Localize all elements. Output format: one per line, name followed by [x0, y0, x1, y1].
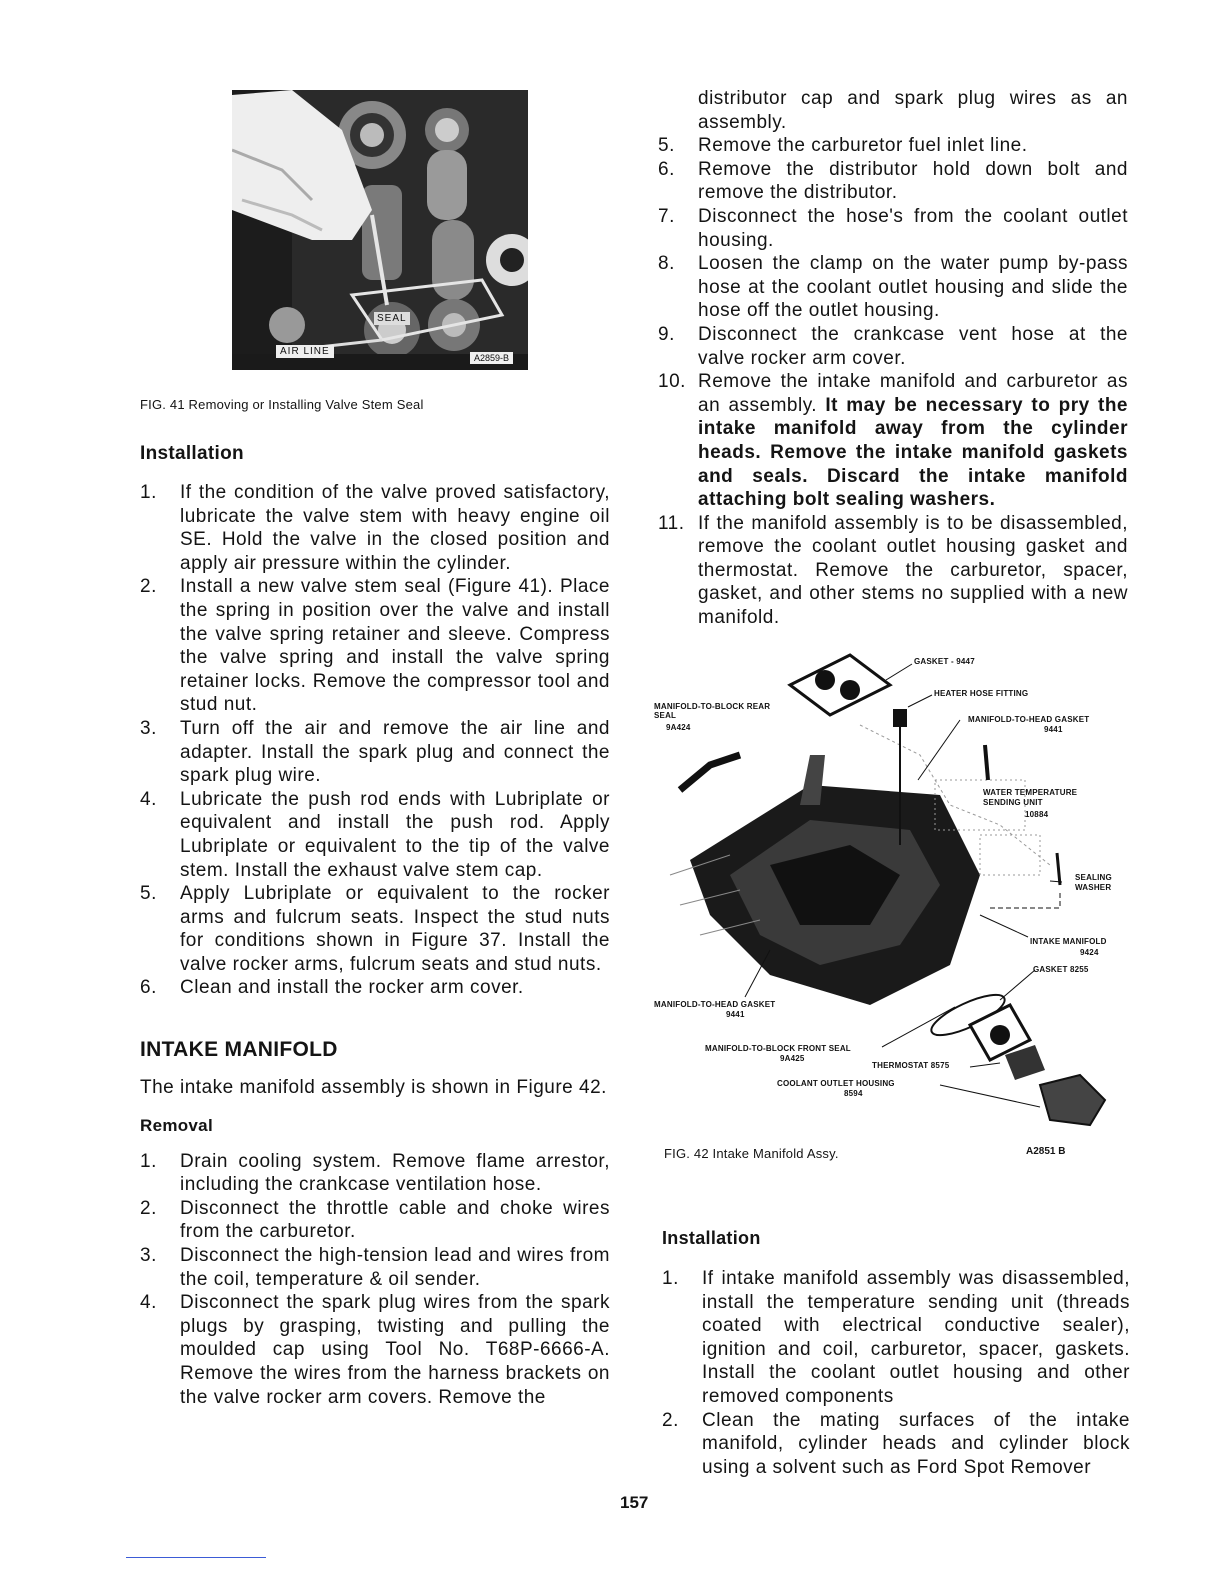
list-item: [658, 252, 1128, 323]
list-text: Drain cooling system. Remove flame arrestor, including the crankcase ventilation hose.: [180, 1150, 610, 1196]
list-item: [658, 134, 1128, 158]
list-number: 2.: [140, 576, 157, 598]
list-number: 7.: [658, 205, 675, 227]
list-item: [140, 1244, 610, 1291]
fig41-caption: FIG. 41 Removing or Installing Valve Stem Seal: [140, 397, 424, 412]
list-text: If intake manifold assembly was disassembled, install the temperature sending unit (threads coated with electrical conductive sealer), ignition and coil, carburetor, spacer, gaskets. Install the coolant outlet housing and other removed components: [702, 1268, 1130, 1407]
list-number: 9.: [658, 323, 675, 345]
list-number: 2.: [140, 1197, 157, 1219]
water-temp-pn: 10884: [1025, 810, 1049, 819]
list-number: 1.: [662, 1268, 679, 1289]
list-item: [140, 1291, 610, 1409]
list-text-bold: It may be necessary to pry the intake manifold away from the cylinder heads. Remove the intake manifold gaskets and seals. Discard the intake manifold attaching bolt sealing washers.: [698, 394, 1128, 511]
page-number: 157: [620, 1493, 649, 1512]
list-item: [140, 481, 610, 575]
intake-manifold-heading: INTAKE MANIFOLD: [140, 1038, 338, 1062]
gasket-8255-label: GASKET 8255: [1033, 965, 1089, 974]
list-text: If the manifold assembly is to be disassembled, remove the coolant outlet housing gasket and thermostat. Remove the carburetor, spacer, gasket, and other stems no supplied with a new manifold.: [698, 512, 1128, 629]
list-number: 8.: [658, 253, 675, 275]
list-item: [140, 788, 610, 882]
list-number: 11.: [658, 512, 685, 534]
left-column: [140, 443, 610, 1409]
list-item: [658, 205, 1128, 252]
list-item: [140, 1150, 610, 1197]
front-seal-label: MANIFOLD-TO-BLOCK FRONT SEAL: [705, 1044, 851, 1053]
list-item: [140, 1197, 610, 1244]
valve-stem-seal-photo: [232, 90, 528, 370]
right-column-bottom: [662, 1228, 1130, 1479]
list-item: [658, 512, 1128, 630]
list-item: [140, 882, 610, 976]
rear-seal-label: MANIFOLD-TO-BLOCK REAR SEAL: [654, 702, 771, 720]
list-text: Loosen the clamp on the water pump by-pass hose at the coolant outlet housing and slide the hose off the outlet housing.: [698, 253, 1128, 322]
list-text: Disconnect the throttle cable and choke wires from the carburetor.: [180, 1197, 610, 1243]
list-text: Install a new valve stem seal (Figure 41). Place the spring in position over the valve and install the valve spring retainer and sleeve. Compress the valve spring and install the valve spring retainer locks. Remove the compressor tool and stud nut.: [180, 576, 610, 716]
list-item: [662, 1267, 1130, 1409]
list-number: 5.: [140, 883, 157, 905]
continuation-text: distributor cap and spark plug wires as an assembly.: [698, 88, 1128, 133]
head-gasket-left-label: MANIFOLD-TO-HEAD GASKET: [654, 1000, 776, 1009]
list-text: Remove the distributor hold down bolt and remove the distributor.: [698, 158, 1128, 204]
list-text: Disconnect the high-tension lead and wires from the coil, temperature & oil sender.: [180, 1245, 610, 1290]
head-gasket-left-pn: 9441: [726, 1010, 745, 1019]
water-temp-label: WATER TEMPERATURE SENDING UNIT: [983, 788, 1078, 807]
installation-heading-left: Installation: [140, 443, 244, 464]
fig42-caption: FIG. 42 Intake Manifold Assy.: [664, 1146, 839, 1161]
installation-list-right: [662, 1267, 1130, 1479]
list-item: [140, 575, 610, 717]
list-item: [140, 717, 610, 788]
intake-manifold-pn: 9424: [1080, 948, 1099, 957]
list-number: 1.: [140, 482, 157, 503]
list-text: Disconnect the spark plug wires from the spark plugs by grasping, twisting and pulling the moulded cap using Tool No. T68P-6666-A. Remove the wires from the harness brackets on the valve rocker arm covers. Remove the: [180, 1292, 610, 1408]
footer-rule: [126, 1557, 266, 1558]
list-text: Clean and install the rocker arm cover.: [180, 977, 524, 999]
list-text: Disconnect the crankcase vent hose at the valve rocker arm cover.: [698, 323, 1128, 369]
intake-manifold-label: INTAKE MANIFOLD: [1030, 937, 1107, 946]
front-seal-pn: 9A425: [780, 1054, 805, 1063]
intake-manifold-diagram: [650, 645, 1140, 1150]
list-text: Lubricate the push rod ends with Lubriplate or equivalent and install the push rod. Apply Lubriplate or equivalent to the tip of the valve stem. Install the exhaust valve stem cap.: [180, 788, 610, 881]
list-text: Disconnect the hose's from the coolant outlet housing.: [698, 205, 1128, 251]
seal-label: SEAL: [374, 312, 410, 325]
head-gasket-right-pn: 9441: [1044, 725, 1063, 734]
list-number: 4.: [140, 1292, 157, 1314]
list-text: If the condition of the valve proved satisfactory, lubricate the valve stem with heavy engine oil SE. Hold the valve in the closed position and apply air pressure within the cylinder.: [180, 482, 610, 574]
list-text: Turn off the air and remove the air line and adapter. Install the spark plug and connect the spark plug wire.: [180, 717, 610, 787]
thermostat-label: THERMOSTAT 8575: [872, 1061, 950, 1070]
list-text: Clean the mating surfaces of the intake manifold, cylinder heads and cylinder block using a solvent such as Ford Spot Remover: [702, 1409, 1130, 1478]
air-line-label: AIR LINE: [276, 345, 334, 358]
list-text: Apply Lubriplate or equivalent to the rocker arms and fulcrum seats. Inspect the stud nuts for conditions shown in Figure 37. Install the valve rocker arms, fulcrum seats and stud nuts.: [180, 883, 610, 975]
intake-manifold-intro: The intake manifold assembly is shown in Figure 42.: [140, 1077, 607, 1099]
sealing-washer-label: SEALING WASHER: [1075, 873, 1112, 892]
gasket-top-label: GASKET - 9447: [914, 657, 975, 666]
removal-list: [140, 1150, 610, 1410]
list-text: Remove the intake manifold and carburetor as an assembly.: [698, 371, 1128, 416]
list-number: 6.: [140, 977, 157, 999]
head-gasket-right-label: MANIFOLD-TO-HEAD GASKET: [968, 715, 1090, 724]
removal-heading: Removal: [140, 1115, 213, 1135]
fig41-ref-label: A2859-B: [470, 352, 513, 364]
list-number: 10.: [658, 371, 686, 393]
removal-list-continued: [658, 134, 1128, 629]
coolant-outlet-label: COOLANT OUTLET HOUSING: [777, 1079, 895, 1088]
list-number: 3.: [140, 1245, 157, 1267]
list-text: Remove the carburetor fuel inlet line.: [698, 135, 1028, 157]
installation-heading-right: Installation: [662, 1228, 761, 1248]
heater-hose-label: HEATER HOSE FITTING: [934, 689, 1029, 698]
list-item: [140, 976, 610, 1000]
list-item: [658, 323, 1128, 370]
installation-list-left: [140, 481, 610, 1000]
list-number: 6.: [658, 158, 675, 180]
list-item: [658, 158, 1128, 205]
right-column-top: [658, 87, 1128, 630]
list-item: [662, 1409, 1130, 1480]
list-item: [658, 370, 1128, 512]
fig42-ref: A2851 B: [1026, 1146, 1066, 1157]
list-number: 1.: [140, 1150, 157, 1172]
list-number: 5.: [658, 135, 675, 157]
valve-photo-graphic: [232, 90, 528, 370]
list-number: 3.: [140, 717, 157, 739]
list-number: 2.: [662, 1409, 679, 1431]
coolant-outlet-pn: 8594: [844, 1089, 863, 1098]
rear-seal-pn: 9A424: [666, 723, 691, 732]
list-number: 4.: [140, 788, 157, 810]
